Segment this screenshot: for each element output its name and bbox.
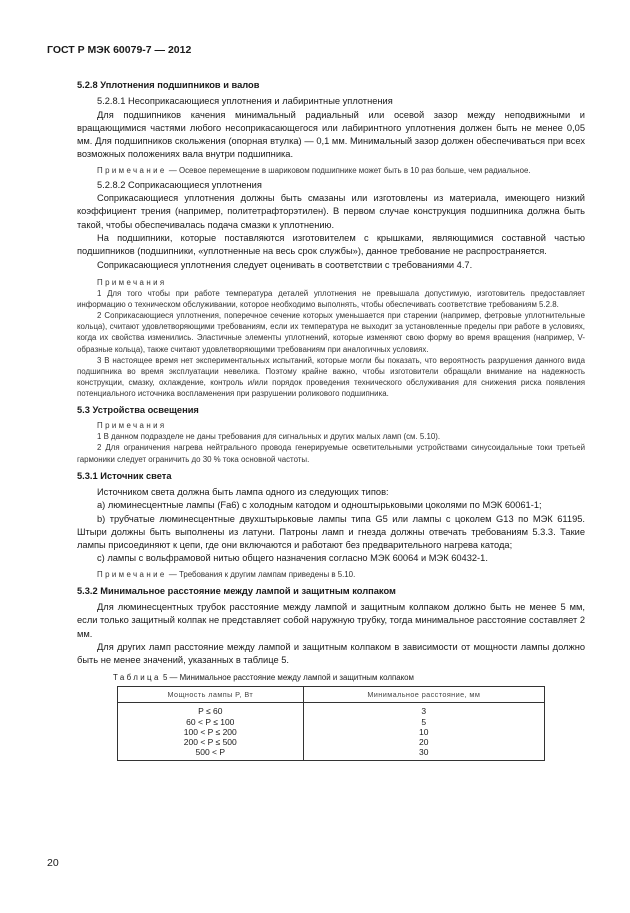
note-item: 2 Соприкасающиеся уплотнения, поперечное сечение которых уменьшается при старении (например, фетровые уплотнительные кольца), считают удовлетворяющими требованиям, если их температура не выходит за установленные пределы при работе в условиях, когда их свойства изменились. Эластичные элементы уплотнений, которые изменяют свою форму во время вращения (например, V-образные кольца), также считают удовлетворяющими требованиям при аналогичных условиях.: [77, 311, 585, 354]
cell-power: 500 < P: [118, 747, 304, 760]
notes-label: Примечания: [97, 421, 167, 431]
cell-power: 200 < P ≤ 500: [118, 737, 304, 747]
table-row: [118, 717, 545, 727]
note-item: 3 В настоящее время нет экспериментальных испытаний, которые могли бы показать, что вероятность разрушения данного вида подшипника во время эксплуатации невелика. Поэтому крайне важно, чтобы изготовители обращали внимание на надежность конструкции, смазку, охлаждение, контроль и/или порядок проведения технического обслуживания для снижения риска появления потенциального источника воспламенения при разрушении роликового подшипника.: [77, 355, 585, 398]
column-header-power: Мощность лампы P, Вт: [118, 686, 304, 702]
note-item: 1 В данном подразделе не даны требования для сигнальных и других малых ламп (см. 5.10).: [97, 432, 441, 442]
note-text: — Осевое перемещение в шариковом подшипнике может быть в 10 раз больше, чем радиальное.: [166, 165, 531, 175]
table-row: [118, 747, 545, 760]
cell-distance: 3: [303, 703, 544, 717]
note-label: Примечание: [97, 165, 167, 175]
paragraph: На подшипники, которые поставляются изготовителем с крышками, являющимися составной частью подшипников (подшипники, «уплотненные на весь срок службы»), данное требование не распространяется.: [77, 233, 585, 257]
cell-power: P ≤ 60: [118, 703, 304, 717]
document-code-header: ГОСТ Р МЭК 60079-7 — 2012: [47, 44, 192, 56]
paragraph: Для люминесцентных трубок расстояние между лампой и защитным колпаком должно быть не менее 5 мм, если только защитный колпак не представляет собой наружную трубку, тогда минимальное расстояние составляет 2 мм.: [77, 602, 585, 639]
subsection-5-2-8-2-title: 5.2.8.2 Соприкасающиеся уплотнения: [97, 179, 262, 190]
note: [77, 569, 585, 580]
cell-distance: 10: [303, 727, 544, 737]
section-5-3-title: 5.3 Устройства освещения: [77, 404, 199, 415]
note-label: Примечание: [97, 569, 167, 579]
table-caption-text: 5 — Минимальное расстояние между лампой и защитным колпаком: [160, 672, 414, 682]
table-row: [118, 727, 545, 737]
column-header-distance: Минимальное расстояние, мм: [303, 686, 544, 702]
page-number: 20: [47, 857, 59, 869]
cell-power: 60 < P ≤ 100: [118, 717, 304, 727]
note: [77, 165, 585, 176]
paragraph: Для подшипников качения минимальный радиальный или осевой зазор между неподвижными и вращающимися частями любого несоприкасающегося или лабиринтного уплотнения должен быть не менее 0,05 мм. Для подшипников скольжения (опорная втулка) — 0,1 мм. Минимальный зазор должен обеспечиваться при всех возможных положениях вала внутри подшипника.: [77, 109, 585, 160]
list-item: а) люминесцентные лампы (Fa6) с холодным катодом и одноштырьковыми цоколями по МЭК 60061-1;: [97, 500, 542, 511]
lamp-distance-table: [117, 686, 545, 761]
table-row: [118, 703, 545, 717]
paragraph: Соприкасающиеся уплотнения должны быть смазаны или изготовлены из материала, имеющего низкий коэффициент трения (например, политетрафторэтилен). В первом случае конструкция подшипника должна быть такой, чтобы обеспечивалась подача смазки к уплотнению.: [77, 193, 585, 230]
paragraph: Источником света должна быть лампа одного из следующих типов:: [97, 486, 389, 497]
paragraph: Соприкасающиеся уплотнения следует оценивать в соответствии с требованиями 4.7.: [97, 259, 473, 270]
notes-label: Примечания: [97, 277, 167, 287]
note-item: 2 Для ограничения нагрева нейтрального провода генерируемые осветительными устройствами синусоидальные токи третьей гармоники следует ограничить до 30 % тока основной частоты.: [77, 443, 585, 464]
cell-power: 100 < P ≤ 200: [118, 727, 304, 737]
cell-distance: 5: [303, 717, 544, 727]
cell-distance: 20: [303, 737, 544, 747]
paragraph: Для других ламп расстояние между лампой и защитным колпаком в зависимости от мощности лампы должно быть не менее значений, указанных в таблице 5.: [77, 642, 585, 666]
section-5-3-1-title: 5.3.1 Источник света: [77, 470, 172, 481]
list-item: c) лампы с вольфрамовой нитью общего назначения согласно МЭК 60064 и МЭК 60432-1.: [97, 553, 488, 564]
table-header-row: [118, 686, 545, 702]
page-content: [77, 77, 585, 761]
subsection-5-2-8-1-title: 5.2.8.1 Несоприкасающиеся уплотнения и лабиринтные уплотнения: [97, 96, 393, 107]
cell-distance: 30: [303, 747, 544, 760]
note-text: — Требования к другим лампам приведены в 5.10.: [166, 569, 356, 579]
table-caption: [113, 671, 585, 684]
list-item: b) трубчатые люминесцентные двухштырьковые лампы типа G5 или лампы с цоколем G13 по МЭК 61195. Штыри должны быть выполнены из латуни. Патроны ламп и гнезда должны отвечать требованиям 5.3.3. Такие лампы присоединяют к цепи, где они включаются и работают без предварительного нагрева катода;: [77, 513, 585, 551]
section-5-3-2-title: 5.3.2 Минимальное расстояние между лампой и защитным колпаком: [77, 585, 396, 596]
note-item: 1 Для того чтобы при работе температура деталей уплотнения не превышала допустимую, изготовитель предоставляет информацию о техническом обслуживании, которое необходимо выполнять, чтобы обеспечивать соответствие требованиям 5.2.8.: [77, 289, 585, 310]
table-row: [118, 737, 545, 747]
table-caption-label: Таблица: [113, 672, 161, 682]
section-5-2-8-title: 5.2.8 Уплотнения подшипников и валов: [77, 80, 260, 90]
